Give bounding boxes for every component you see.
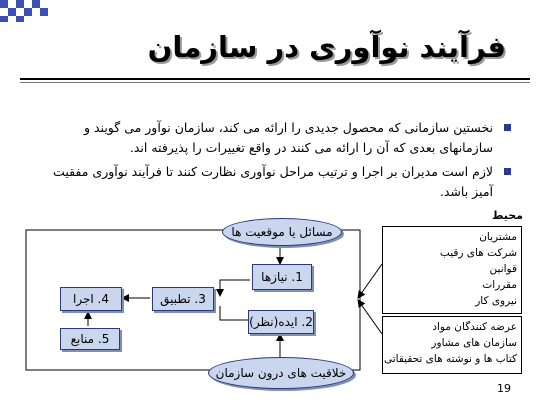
- environment-item: مقررات: [482, 279, 517, 291]
- environment-box: [382, 226, 522, 314]
- step-resources-box: 5. منابع: [60, 328, 120, 350]
- internal-creativity-oval: خلاقیت های درون سازمان: [208, 357, 354, 389]
- environment-item: قوانین: [489, 263, 517, 275]
- environment-item: شرکت های رقیب: [439, 247, 517, 259]
- supplier-item: عرضه کنندگان مواد: [432, 321, 517, 333]
- problems-oval: مسائل یا موقعیت ها: [222, 218, 342, 246]
- step-needs-box: 1. نیازها: [252, 264, 312, 290]
- step-idea-box: 2. ایده(نظر): [248, 310, 314, 334]
- environment-item: نیروی کار: [475, 295, 517, 307]
- environment-item: مشتریان: [479, 231, 517, 243]
- step-adapt-box: 3. تطبیق: [152, 287, 214, 311]
- suppliers-box: [382, 316, 522, 374]
- step-implement-box: 4. اجرا: [60, 287, 122, 311]
- bullet-item: نخستین سازمانی که محصول جدیدی را ارائه می کند، سازمان نوآور می گویند و سازمانهای بعدی که آن را ارائه می کنند در واقع تغییرات را پذیرفته اند.: [33, 118, 513, 158]
- environment-title: محیط: [491, 209, 523, 222]
- supplier-item: کتاب ها و نوشته های تحقیقاتی: [383, 353, 517, 365]
- bullet-item: لازم است مدیران بر اجرا و ترتیب مراحل نوآوری نظارت کنند تا فرآیند نوآوری مفقیت آمیز باشد.: [33, 162, 513, 202]
- page-number: 19: [497, 382, 511, 395]
- supplier-item: سازمان های مشاور: [431, 337, 517, 349]
- slide-title: فرآیند نوآوری در سازمان: [147, 30, 506, 64]
